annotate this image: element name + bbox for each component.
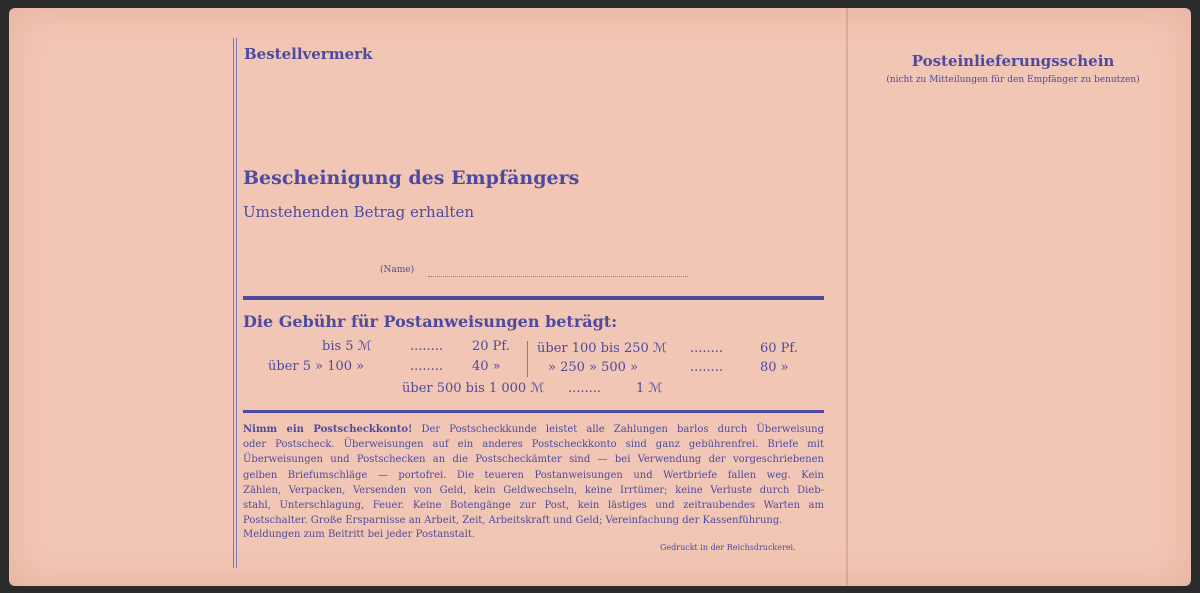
fee-dots: ........	[690, 360, 724, 375]
fee-column-divider	[527, 341, 528, 377]
fee-dots: ........	[410, 359, 444, 374]
notice-line: Postschalter. Große Ersparnisse an Arbeit, Zeit, Arbeitskraft und Geld; Vereinfachung der Kassenführung.	[243, 515, 783, 527]
fee-dots: ........	[410, 339, 444, 354]
fee-heading: Die Gebühr für Postanweisungen beträgt:	[243, 312, 618, 331]
fee-range: bis 5 ℳ	[322, 339, 372, 354]
fee-range: über 5 » 100 »	[268, 359, 365, 374]
notice-line: Der Postscheckkunde leistet alle Zahlungen barlos durch Überweisung	[421, 424, 824, 435]
notice-line: stahl, Unterschlagung, Feuer. Keine Botengänge zur Post, kein lästiges und zeitraubendes Warten am	[243, 500, 824, 512]
fee-amount: 20 Pf.	[472, 339, 510, 354]
certificate-title: Bescheinigung des Empfängers	[243, 167, 580, 189]
fold-crease	[846, 8, 848, 586]
name-signature-line[interactable]	[428, 276, 688, 277]
fee-dots: ........	[690, 341, 724, 356]
name-label: (Name)	[380, 265, 415, 275]
fee-amount: 40 »	[472, 359, 501, 374]
fee-range: » 250 » 500 »	[548, 360, 639, 375]
divider-thick-bottom	[243, 410, 824, 413]
margin-line-outer	[233, 38, 234, 568]
receipt-subtitle: (nicht zu Mitteilungen für den Empfänger zu benutzen)	[886, 75, 1140, 85]
margin-line-inner	[236, 38, 237, 568]
fee-range: über 500 bis 1 000 ℳ	[402, 381, 545, 396]
fee-amount: 80 »	[760, 360, 789, 375]
receipt-title: Posteinlieferungsschein	[911, 52, 1115, 70]
printer-imprint: Gedruckt in der Reichsdruckerei.	[660, 543, 796, 552]
postscheck-notice	[243, 422, 824, 528]
notice-line: Zählen, Verpacken, Versenden von Geld, kein Geldwechseln, keine Irrtümer; keine Verluste durch Dieb-	[243, 484, 824, 496]
divider-thick-top	[243, 296, 824, 300]
fee-dots: ........	[568, 381, 602, 396]
notice-line: oder Postscheck. Überweisungen auf ein anderes Postscheckkonto sind ganz gebührenfrei. Briefe mit	[243, 439, 824, 451]
fee-amount: 1 ℳ	[636, 381, 663, 396]
fee-range: über 100 bis 250 ℳ	[537, 341, 667, 356]
notice-line: gelben Briefumschläge — portofrei. Die teueren Postanweisungen und Wertbriefe fallen weg. Kein	[243, 469, 824, 481]
notice-lead: Nimm ein Postscheckkonto!	[243, 424, 413, 435]
bestellvermerk-label: Bestellvermerk	[244, 45, 373, 63]
certificate-text: Umstehenden Betrag erhalten	[243, 203, 474, 221]
fee-amount: 60 Pf.	[760, 341, 798, 356]
membership-note: Meldungen zum Beitritt bei jeder Postanstalt.	[243, 529, 476, 540]
notice-line: Überweisungen und Postschecken an die Postscheckämter sind — bei Verwendung der vorgeschriebenen	[243, 454, 824, 466]
